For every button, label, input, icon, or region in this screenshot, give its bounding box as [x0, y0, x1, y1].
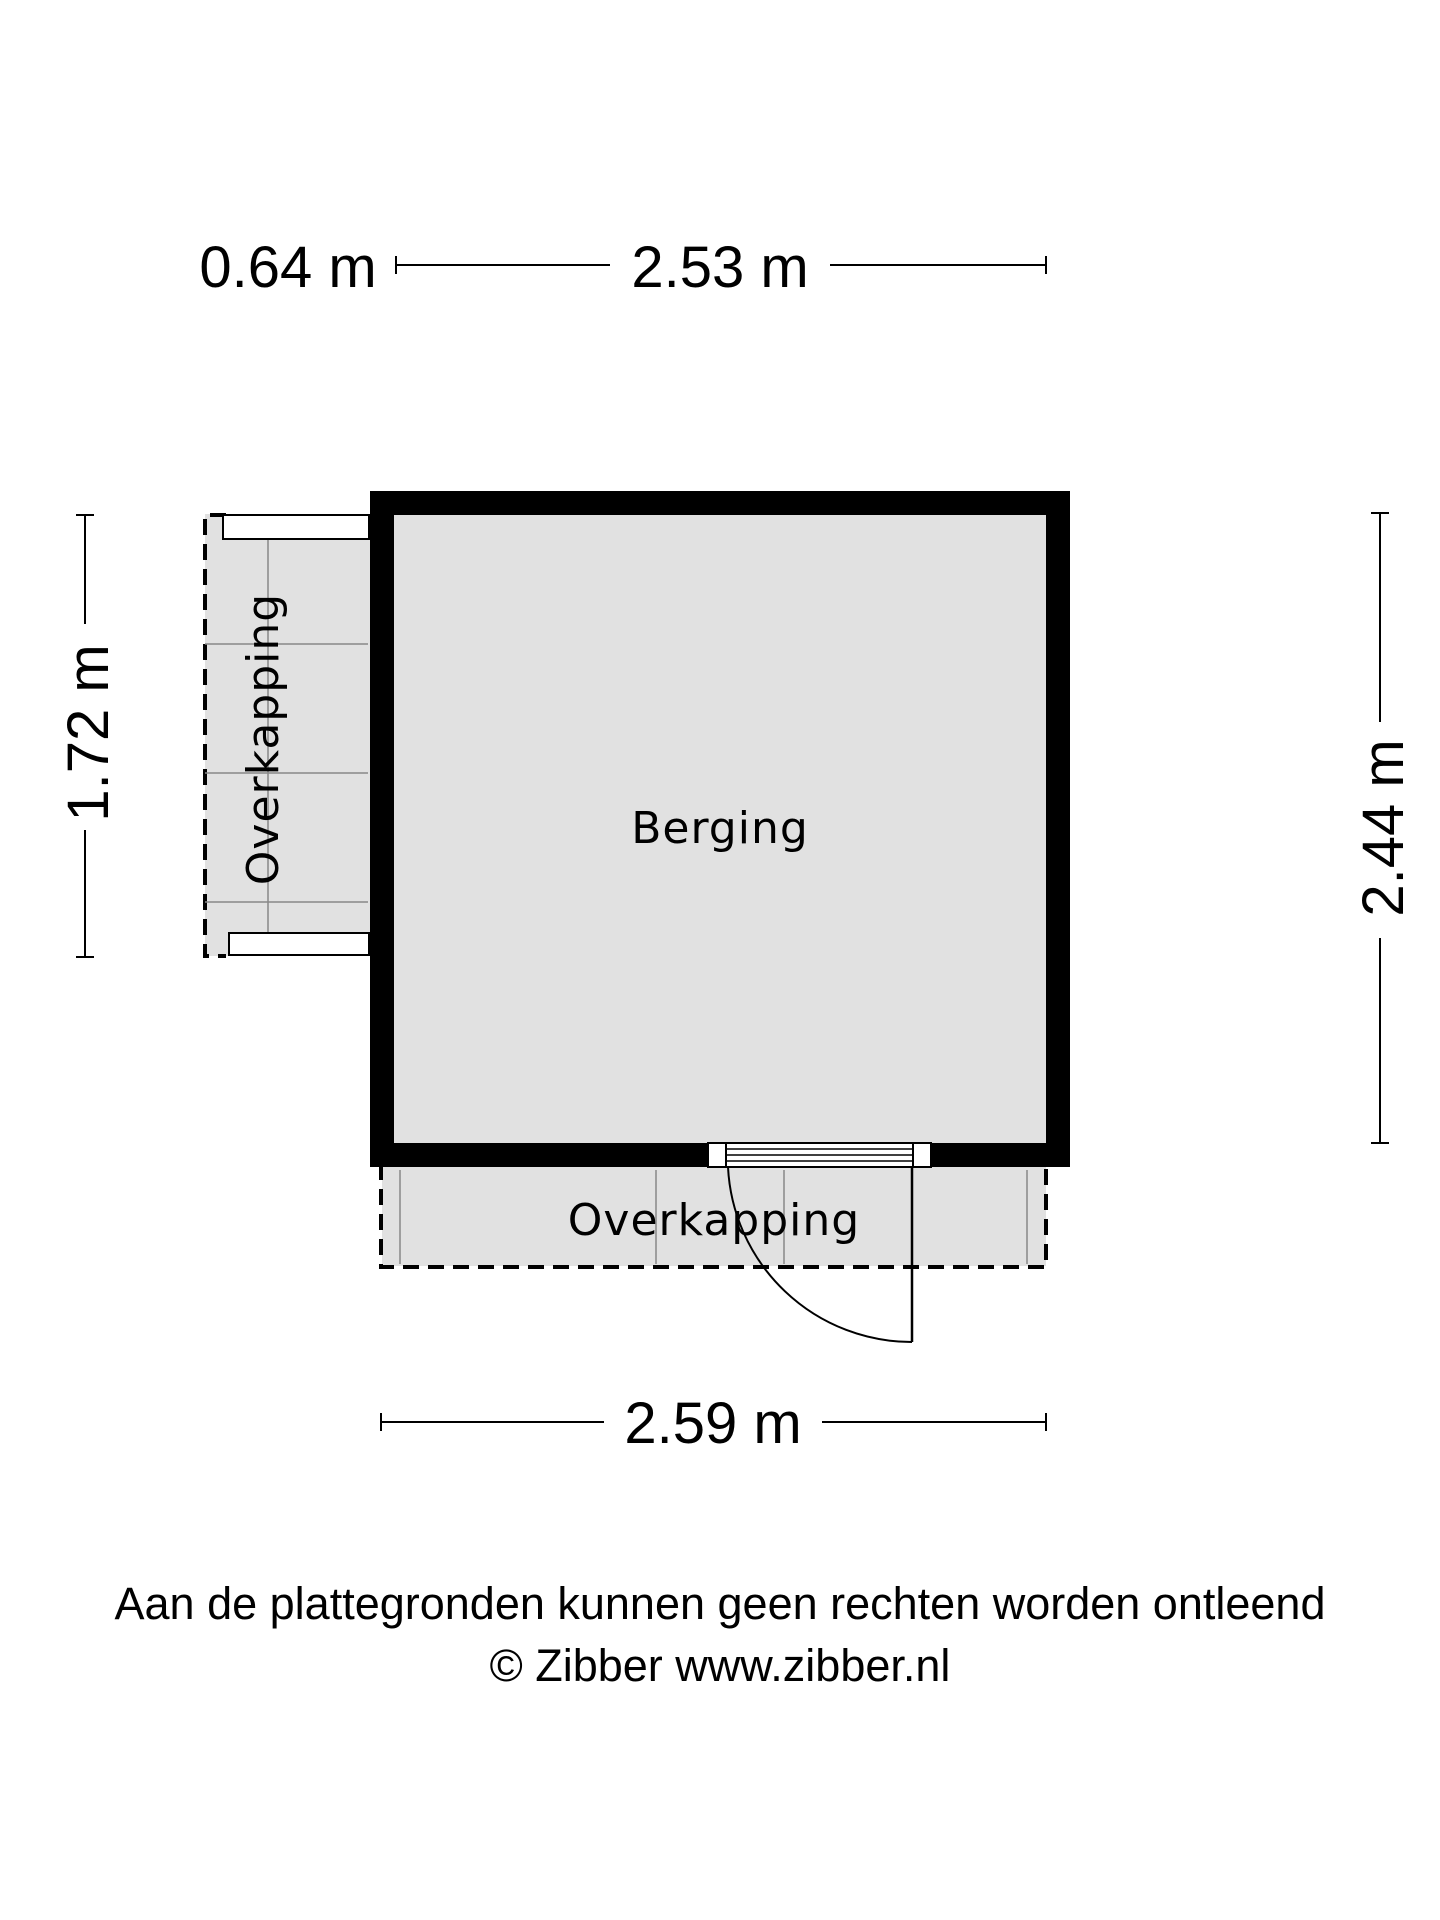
canopy-left-label: Overkapping	[238, 592, 289, 886]
room-label-berging: Berging	[631, 803, 809, 854]
copyright-text: © Zibber www.zibber.nl	[489, 1640, 951, 1691]
right-dimension	[1351, 513, 1416, 1143]
canopy-bottom-label: Overkapping	[567, 1195, 861, 1246]
dimension-label-top-left: 0.64 m	[199, 235, 377, 300]
left-dimension	[56, 515, 121, 957]
dimension-label-right: 2.44 m	[1351, 739, 1416, 917]
top-dimension	[199, 235, 1046, 300]
dimension-label-bottom: 2.59 m	[624, 1391, 802, 1456]
dimension-label-left: 1.72 m	[56, 644, 121, 822]
wall-left	[370, 491, 394, 1167]
wall-bottom-right	[931, 1143, 1070, 1167]
wall-right	[1046, 491, 1070, 1167]
bottom-dimension	[381, 1391, 1046, 1456]
wall-bottom-left	[370, 1143, 708, 1167]
dimension-label-top-main: 2.53 m	[631, 235, 809, 300]
canopy-left	[205, 514, 370, 956]
disclaimer-text: Aan de plattegronden kunnen geen rechten worden ontleend	[114, 1578, 1326, 1629]
wall-top	[370, 491, 1070, 515]
room-berging	[370, 491, 1070, 1167]
